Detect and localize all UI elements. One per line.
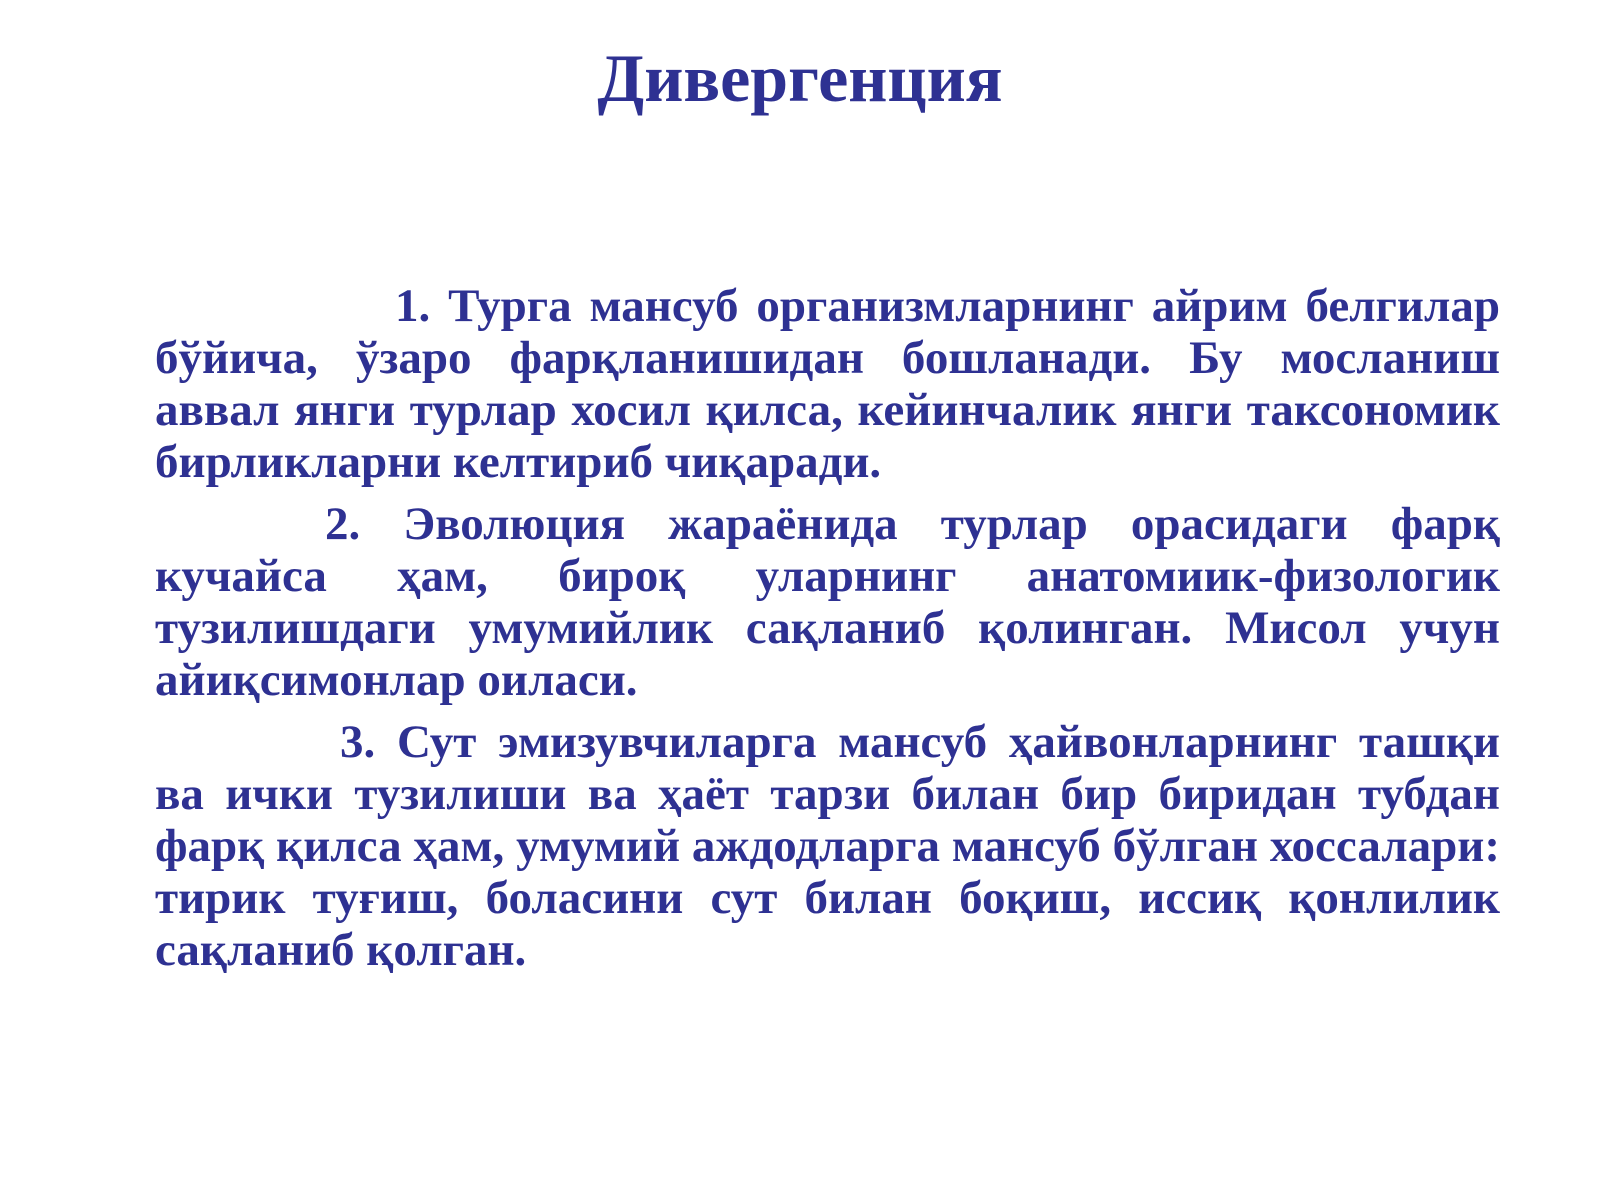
paragraph-1: 1. Турга мансуб организмларнинг айрим белгилар бўйича, ўзаро фарқланишидан бошланади. Бу мосланиш аввал янги турлар хосил қилса, кейинчалик янги таксономик бирликларни келтириб чиқаради.: [155, 280, 1500, 488]
paragraph-2: 2. Эволюция жараёнида турлар орасидаги фарқ кучайса ҳам, бироқ уларнинг анатомиик-физологик тузилишдаги умумийлик сақланиб қолинган. Мисол учун айиқсимонлар оиласи.: [155, 498, 1500, 706]
slide-title: Дивергенция: [597, 40, 1003, 116]
paragraph-3: 3. Сут эмизувчиларга мансуб ҳайвонларнинг ташқи ва ички тузилиши ва ҳаёт тарзи билан бир биридан тубдан фарқ қилса ҳам, умумий аждодларга мансуб бўлган хоссалари: тирик туғиш, боласини сут билан боқиш, иссиқ қонлилик сақланиб қолган.: [155, 716, 1500, 976]
slide-body: [155, 280, 1500, 986]
